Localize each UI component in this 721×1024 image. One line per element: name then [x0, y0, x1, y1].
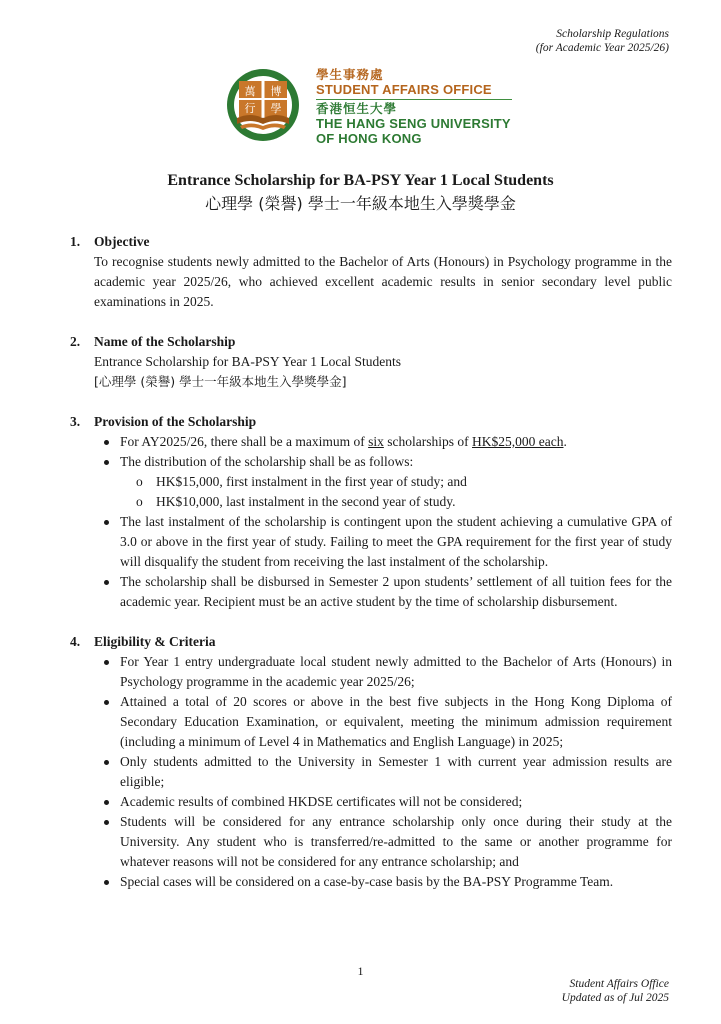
section-eligibility: [70, 632, 672, 892]
document-body: [70, 232, 672, 912]
seal-char-1: 萬: [244, 85, 256, 98]
list-item: Academic results of combined HKDSE certificates will not be considered;: [94, 792, 672, 812]
header-academic-year: (for Academic Year 2025/26): [535, 42, 669, 54]
list-item: For Year 1 entry undergraduate local student newly admitted to the Bachelor of Arts (Honours) in Psychology programme in the academic year 2025/26;: [94, 652, 672, 692]
text-run: HK$10,000, last instalment in the second year of study.: [156, 494, 456, 509]
seal-char-2: 博: [270, 85, 282, 98]
text-run: .: [563, 434, 567, 449]
scholarship-amount: HK$25,000 each: [472, 434, 564, 449]
university-name-en-line2: OF HONG KONG: [316, 131, 422, 146]
office-name-en: STUDENT AFFAIRS OFFICE: [316, 82, 492, 97]
section-heading: Eligibility & Criteria: [94, 634, 216, 649]
logo-wordmark: [316, 68, 512, 146]
section-heading: Name of the Scholarship: [94, 334, 236, 349]
section-heading: Provision of the Scholarship: [94, 414, 257, 429]
list-item: [94, 432, 672, 452]
section-number: 2.: [70, 334, 81, 349]
scholarship-name-en: Entrance Scholarship for BA-PSY Year 1 Local Students: [94, 354, 401, 369]
eligibility-list: [70, 652, 672, 892]
university-seal-icon: [226, 68, 300, 142]
sub-bullet-marker: o: [136, 474, 143, 489]
section-number: 1.: [70, 234, 81, 249]
list-item: Students will be considered for any entrance scholarship only once during their study at the University. Any student who is transferred/re-admitted to the same or another programme for whatever reasons will not be considered for any entrance scholarship; and: [94, 812, 672, 872]
list-item: Only students admitted to the University in Semester 1 with current year admission results are eligible;: [94, 752, 672, 792]
section-name-of-scholarship: [70, 332, 672, 392]
section-objective: [70, 232, 672, 312]
section-number: 3.: [70, 414, 81, 429]
footer-office: Student Affairs Office: [569, 978, 669, 990]
sub-list-item: [136, 472, 672, 492]
section-provision: [70, 412, 672, 612]
instalment-list: [120, 472, 672, 512]
footer-updated: Updated as of Jul 2025: [561, 992, 669, 1004]
university-name-en-line1: THE HANG SENG UNIVERSITY: [316, 116, 511, 131]
sub-list-item: [136, 492, 672, 512]
seal-char-4: 學: [270, 102, 282, 115]
text-run: The distribution of the scholarship shall be as follows:: [120, 454, 414, 469]
section-number: 4.: [70, 634, 81, 649]
scholarship-count: six: [368, 434, 384, 449]
list-item: Attained a total of 20 scores or above in the best five subjects in the Hong Kong Diploma of Secondary Education Examination, or equivalent, meeting the minimum admission requirement (including a minimum of Level 4 in Mathematics and English Language) in 2025;: [94, 692, 672, 752]
section-paragraph: To recognise students newly admitted to the Bachelor of Arts (Honours) in Psychology programme in the academic year 2025/26, who achieved excellent academic results in senior secondary level public examinations in 2025.: [94, 254, 672, 309]
text-run: HK$15,000, first instalment in the first year of study; and: [156, 474, 467, 489]
list-item: [94, 452, 672, 512]
seal-char-3: 行: [244, 102, 256, 115]
page-number: 1: [357, 964, 364, 978]
university-logo: [226, 68, 526, 150]
office-name-zh: 學生事務處: [316, 68, 384, 82]
sub-bullet-marker: o: [136, 494, 143, 509]
document-title-zh: 心理學 (榮譽) 學士一年級本地生入學獎學金: [205, 194, 516, 213]
list-item: The last instalment of the scholarship is contingent upon the student achieving a cumulative GPA of 3.0 or above in the first year of study. Failing to meet the GPA requirement for the first year of study will disqualify the student from receiving the last instalment of the scholarship.: [94, 512, 672, 572]
text-run: scholarships of: [383, 434, 472, 449]
list-item: Special cases will be considered on a case-by-case basis by the BA-PSY Programme Team.: [94, 872, 672, 892]
logo-divider: [316, 99, 512, 100]
scholarship-name-zh: [心理學 (榮譽) 學士一年級本地生入學獎學金]: [94, 374, 347, 389]
provision-list: [70, 432, 672, 612]
university-name-zh: 香港恒生大學: [316, 102, 398, 116]
list-item: The scholarship shall be disbursed in Semester 2 upon students’ settlement of all tuition fees for the academic year. Recipient must be an active student by the time of scholarship disbursement.: [94, 572, 672, 612]
document-title-en: Entrance Scholarship for BA-PSY Year 1 Local Students: [167, 172, 554, 189]
page-footer: [562, 977, 669, 1005]
section-heading: Objective: [94, 234, 150, 249]
header-doc-type: Scholarship Regulations: [556, 28, 669, 40]
text-run: For AY2025/26, there shall be a maximum of: [120, 434, 369, 449]
page-header: [536, 27, 669, 55]
